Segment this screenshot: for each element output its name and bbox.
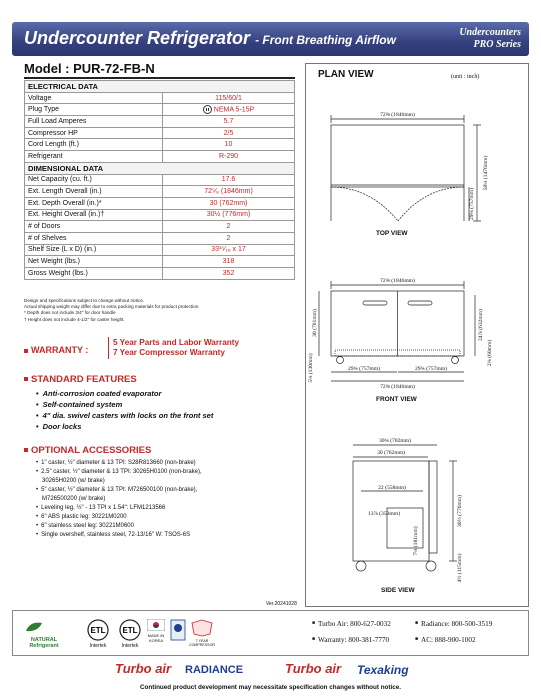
made-in-text: MADE IN KOREA bbox=[147, 633, 165, 643]
warranty-badge bbox=[189, 619, 215, 647]
optional-accessories-title: OPTIONAL ACCESSORIES bbox=[31, 445, 152, 456]
list-item: M726500200 (w/ brake) bbox=[42, 496, 106, 502]
dim-front-left: 29¾ (757mm) bbox=[347, 366, 381, 372]
spec-label: Ext. Depth Overall (in.)* bbox=[25, 197, 163, 209]
warranty-shield-icon bbox=[190, 619, 214, 637]
spec-value-text: 2/5 bbox=[223, 129, 234, 137]
top-view-drawing bbox=[331, 115, 481, 221]
dim-side-outer: 30¾ (782mm) bbox=[378, 438, 412, 444]
etl-sanitation-badge bbox=[84, 619, 112, 649]
spec-value-text: NEMA 5-15P bbox=[213, 106, 255, 114]
top-view-label: TOP VIEW bbox=[376, 230, 408, 237]
warranty-label-text: WARRANTY : bbox=[31, 345, 89, 355]
etl-sanitation-icon bbox=[87, 619, 109, 641]
spec-value bbox=[163, 116, 295, 128]
contact-radiance: ■ Radiance: 800-500-3519 bbox=[415, 617, 492, 631]
etl-listed-icon bbox=[119, 619, 141, 641]
model-number: Model : PUR-72-FB-N bbox=[24, 61, 155, 76]
table-row bbox=[25, 221, 295, 233]
energy-icon bbox=[170, 619, 186, 641]
spec-notes bbox=[24, 298, 295, 323]
spec-value bbox=[163, 104, 295, 116]
side-view-drawing bbox=[353, 445, 457, 571]
table-row bbox=[25, 244, 295, 256]
list-item: 30265H0200 (w/ brake) bbox=[42, 478, 105, 484]
dim-top-width: 72⅝ (1846mm) bbox=[380, 112, 415, 118]
list-item: • Door locks bbox=[36, 421, 213, 432]
table-row bbox=[25, 268, 295, 280]
plan-drawings bbox=[305, 63, 529, 607]
spec-label: Full Load Amperes bbox=[25, 116, 163, 128]
made-in-korea-badge bbox=[146, 619, 166, 643]
spec-value-text: 30½ (776mm) bbox=[206, 211, 251, 219]
table-row bbox=[25, 186, 295, 198]
standard-features-list bbox=[36, 388, 213, 432]
list-item: • Self-contained system bbox=[36, 399, 213, 410]
spec-value bbox=[163, 197, 295, 209]
standard-features-heading bbox=[24, 374, 137, 385]
table-row bbox=[25, 127, 295, 139]
spec-value bbox=[163, 221, 295, 233]
spec-value-text: 5.7 bbox=[223, 117, 234, 125]
caster-front bbox=[426, 561, 436, 571]
list-item: • 6" stainless steel leg: 30221M0600 bbox=[36, 522, 296, 531]
spec-label: # of Doors bbox=[25, 221, 163, 233]
note-3: * Depth does not include 3/4" for door handle bbox=[24, 310, 116, 316]
spec-value-text: R-290 bbox=[218, 152, 239, 160]
front-view-drawing bbox=[319, 281, 475, 381]
spec-label: Shelf Size (L x D) (in.) bbox=[25, 244, 163, 256]
front-view-label: FRONT VIEW bbox=[376, 396, 417, 403]
dim-front-right: 29¾ (757mm) bbox=[414, 366, 448, 372]
spec-value bbox=[163, 268, 295, 280]
table-row bbox=[25, 116, 295, 128]
series-line1: Undercounters bbox=[459, 27, 521, 38]
warranty-lines bbox=[113, 338, 239, 358]
title-text: Undercounter Refrigerator bbox=[24, 28, 251, 48]
section-title: ELECTRICAL DATA bbox=[25, 81, 295, 93]
spec-value-text: 30 (762mm) bbox=[209, 199, 248, 207]
door-handle-left bbox=[363, 301, 387, 305]
list-item: • 5" caster, ½" diameter & 13 TPI: M726500100 (non-brake), bbox=[36, 486, 296, 495]
table-row bbox=[25, 92, 295, 104]
caster-front-left bbox=[337, 357, 344, 364]
version-label: Ver.20241028 bbox=[266, 601, 297, 607]
door-swing-right bbox=[398, 187, 464, 221]
list-item: • 4" dia. swivel casters with locks on the front set bbox=[36, 410, 213, 421]
spec-value-text: 33¹⁵⁄₁₆ x 17 bbox=[211, 246, 246, 254]
warranty-divider bbox=[108, 337, 109, 359]
natural-refrigerant-text: NATURAL Refrigerant bbox=[29, 637, 59, 649]
door-swing-left bbox=[331, 187, 398, 221]
spec-label: Compressor HP bbox=[25, 127, 163, 139]
spec-value bbox=[163, 127, 295, 139]
spec-label: Gross Weight (lbs.) bbox=[25, 268, 163, 280]
list-item: • Anti-corrosion coated evaporator bbox=[36, 388, 213, 399]
top-body-outline bbox=[331, 125, 464, 187]
dim-front-height: 30 (761mm) bbox=[312, 309, 318, 337]
table-row bbox=[25, 104, 295, 116]
door-handle-right bbox=[408, 301, 432, 305]
caster-front-right bbox=[452, 357, 459, 364]
series-line2: PRO Series bbox=[473, 39, 521, 50]
warranty-badge-text: 7 YEAR COMPRESSOR bbox=[189, 639, 215, 647]
svg-text:ETL: ETL bbox=[90, 626, 106, 635]
caster-rear bbox=[356, 561, 366, 571]
dim-side-shelf: 13⅞ (353mm) bbox=[367, 511, 401, 517]
dim-front-caster: 5⅛ (130mm) bbox=[308, 353, 314, 383]
spec-value bbox=[163, 186, 295, 198]
spec-value-text: 17.6 bbox=[221, 176, 236, 184]
spec-value-text: 10 bbox=[224, 141, 233, 149]
bullet-icon bbox=[24, 377, 28, 381]
spec-label: Voltage bbox=[25, 92, 163, 104]
dim-side-inner: 22 (558mm) bbox=[378, 485, 406, 491]
contact-ac: ■ AC: 888-900-1002 bbox=[415, 633, 476, 647]
spec-value-text: 352 bbox=[222, 269, 235, 277]
energy-badge bbox=[170, 619, 186, 643]
etl-listed-badge bbox=[116, 619, 144, 649]
table-row bbox=[25, 197, 295, 209]
standard-features-title: STANDARD FEATURES bbox=[31, 374, 137, 385]
spec-value-text: 115/60/1 bbox=[215, 94, 242, 102]
svg-text:ETL: ETL bbox=[122, 626, 138, 635]
table-row bbox=[25, 151, 295, 163]
optional-accessories-heading bbox=[24, 445, 151, 456]
spec-value bbox=[163, 174, 295, 186]
flag-icon bbox=[147, 619, 165, 631]
warranty-line2: 7 Year Compressor Warranty bbox=[113, 348, 225, 357]
dim-side-small: 7⅛ (181mm) bbox=[413, 526, 419, 556]
dim-front-bottom: 72⅝ (1846mm) bbox=[380, 384, 415, 390]
side-view-label: SIDE VIEW bbox=[381, 587, 415, 594]
list-item: • 1" caster, ½" diameter & 13 TPI: S28R813660 (non-brake) bbox=[36, 459, 296, 468]
list-item: • Leveling leg, ½" - 13 TPI x 1.54": LFM1213566 bbox=[36, 504, 296, 513]
brand-logo-texaking: Texaking bbox=[357, 663, 409, 677]
spec-label: Cord Length (ft.) bbox=[25, 139, 163, 151]
dim-top-depth: 58⅛ (1476mm) bbox=[483, 155, 489, 191]
spec-value-text: 2 bbox=[226, 223, 231, 231]
table-section-header bbox=[25, 162, 295, 174]
header-banner bbox=[12, 22, 529, 56]
warranty-line1: 5 Year Parts and Labor Warranty bbox=[113, 338, 240, 347]
table-row bbox=[25, 209, 295, 221]
footer-disclaimer: Continued product development may necessitate specification changes without notice. bbox=[139, 684, 402, 691]
brand-logo-turbo-air-2: Turbo air bbox=[285, 661, 342, 676]
spec-label: Ext. Length Overall (in.) bbox=[25, 186, 163, 198]
spec-label: Ext. Height Overall (in.)† bbox=[25, 209, 163, 221]
spec-table bbox=[24, 80, 295, 280]
side-door-outline bbox=[429, 461, 437, 553]
plug-icon bbox=[203, 105, 212, 114]
spec-value bbox=[163, 139, 295, 151]
dim-side-depth: 30 (762mm) bbox=[377, 450, 405, 456]
unit-label: (unit : inch) bbox=[451, 74, 480, 80]
table-row bbox=[25, 139, 295, 151]
dim-front-height2: 24⅞ (632mm) bbox=[478, 308, 484, 342]
table-row bbox=[25, 256, 295, 268]
section-title: DIMENSIONAL DATA bbox=[25, 162, 295, 174]
warranty-label bbox=[24, 345, 88, 355]
model-underline bbox=[24, 77, 295, 79]
brand-logo-turbo-air: Turbo air bbox=[115, 661, 172, 676]
spec-value bbox=[163, 232, 295, 244]
note-4: † Height does not include 4-1/2" for caster height. bbox=[24, 316, 125, 322]
plan-view-title: PLAN VIEW bbox=[318, 69, 374, 80]
note-2: Actual shipping weight may differ due to extra packing materials for product protection. bbox=[24, 304, 200, 310]
spec-value bbox=[163, 92, 295, 104]
list-item: • 2.5" caster, ½" diameter & 13 TPI: 30265H0100 (non-brake), bbox=[36, 468, 296, 477]
optional-accessories-list bbox=[36, 459, 296, 540]
leaf-icon bbox=[22, 619, 66, 635]
list-item: • Single overshelf, stainless steel, 72-13/16" W: TSOS-6S bbox=[36, 531, 296, 540]
dim-side-caster: 4½ (115mm) bbox=[457, 553, 463, 583]
spec-label: Net Weight (lbs.) bbox=[25, 256, 163, 268]
spec-value-text: 2 bbox=[226, 234, 231, 242]
page-title bbox=[24, 28, 396, 49]
dim-top-depth2: 29¾ (757mm) bbox=[469, 187, 475, 221]
etl-sanitation-text: Intertek bbox=[89, 643, 107, 649]
spec-label: # of Shelves bbox=[25, 232, 163, 244]
spec-value-text: 318 bbox=[222, 258, 235, 266]
spec-label: Plug Type bbox=[25, 104, 163, 116]
contact-warranty: ■ Warranty: 800-381-7770 bbox=[312, 633, 389, 647]
spec-value bbox=[163, 151, 295, 163]
spec-value bbox=[163, 209, 295, 221]
table-row bbox=[25, 232, 295, 244]
bullet-icon bbox=[24, 448, 28, 452]
spec-value-text: 72⁵⁄₈ (1846mm) bbox=[204, 188, 253, 196]
table-row bbox=[25, 174, 295, 186]
note-1: Design and specifications subject to change without notice. bbox=[24, 298, 145, 303]
series-label bbox=[459, 27, 521, 51]
spec-label: Refrigerant bbox=[25, 151, 163, 163]
spec-value bbox=[163, 256, 295, 268]
dim-front-width: 72⅝ (1846mm) bbox=[380, 278, 415, 284]
bullet-icon bbox=[24, 349, 28, 353]
etl-listed-text: Intertek bbox=[121, 643, 139, 649]
list-item: • 6" ABS plastic leg: 30221M0200 bbox=[36, 513, 296, 522]
spec-value bbox=[163, 244, 295, 256]
spec-label: Net Capacity (cu. ft.) bbox=[25, 174, 163, 186]
subtitle-text: - Front Breathing Airflow bbox=[255, 33, 396, 47]
dim-front-leg: 2⅜ (60mm) bbox=[487, 339, 493, 367]
dim-side-height: 30½ (776mm) bbox=[457, 494, 463, 528]
table-section-header bbox=[25, 81, 295, 93]
contact-turbo-air: ■ Turbo Air: 800-627-0032 bbox=[312, 617, 391, 631]
natural-refrigerant-badge bbox=[22, 619, 66, 649]
brand-logo-radiance: RADIANCE bbox=[185, 664, 244, 676]
